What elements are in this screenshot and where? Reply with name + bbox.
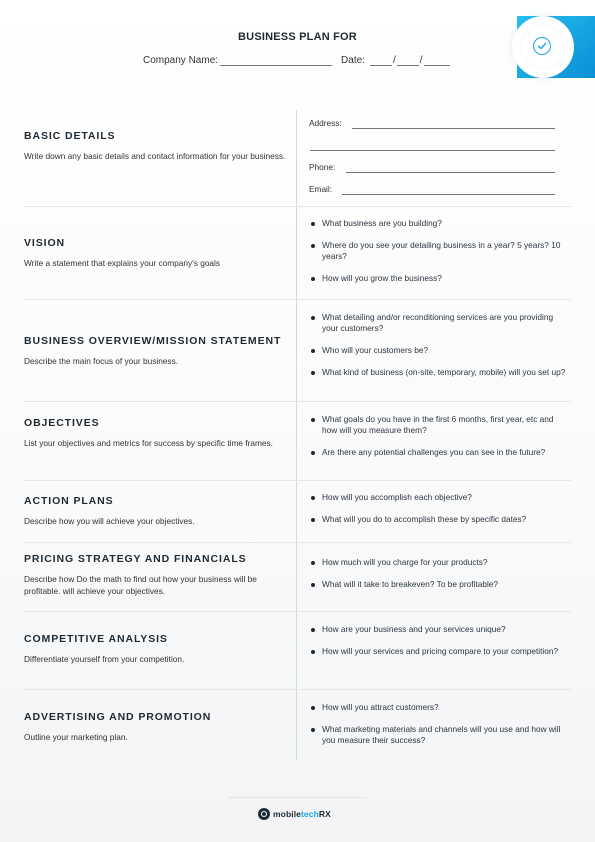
list-item: What will you do to accomplish these by specific dates? [309, 514, 571, 525]
list-item: What kind of business (on-site, temporary, mobile) will you set up? [309, 367, 571, 378]
email-label: Email: [309, 184, 333, 194]
advertising-prompts [309, 702, 571, 746]
list-item: How will you accomplish each objective? [309, 492, 571, 503]
section-business-overview [24, 335, 286, 367]
section-heading: PRICING STRATEGY AND FINANCIALS [24, 553, 247, 565]
section-heading: BASIC DETAILS [24, 130, 116, 142]
business-overview-prompts [309, 312, 571, 378]
list-item: How will you grow the business? [309, 273, 571, 284]
section-description: Differentiate yourself from your competition. [24, 654, 185, 664]
column-divider [296, 110, 297, 760]
objectives-prompts [309, 414, 571, 458]
address-field-line-1[interactable] [352, 128, 555, 129]
row-separator [24, 206, 571, 207]
section-heading: ACTION PLANS [24, 495, 114, 507]
list-item: What marketing materials and channels will you use and how will you measure their success? [309, 724, 571, 746]
list-item: How are your business and your services unique? [309, 624, 571, 635]
section-heading: BUSINESS OVERVIEW/MISSION STATEMENT [24, 335, 282, 347]
check-circle-icon [533, 37, 551, 55]
company-name-label: Company Name: [143, 55, 219, 66]
date-day-field[interactable] [397, 54, 419, 66]
date-label: Date: [341, 55, 365, 66]
row-separator [24, 401, 571, 402]
section-basic-details [24, 130, 286, 162]
list-item: Who will your customers be? [309, 345, 571, 356]
row-separator [24, 542, 571, 543]
date-month-field[interactable] [370, 54, 392, 66]
section-advertising [24, 711, 286, 743]
list-item: What business are you building? [309, 218, 571, 229]
section-vision [24, 237, 286, 269]
email-field[interactable] [342, 194, 555, 195]
brand-logo [258, 808, 331, 820]
section-description: List your objectives and metrics for success by specific time frames. [24, 438, 273, 448]
vision-prompts [309, 218, 571, 284]
pricing-prompts [309, 557, 571, 590]
row-separator [24, 299, 571, 300]
section-description: Describe how Do the math to find out how your business will be profitable. will achieve your objectives. [24, 574, 257, 596]
address-field-line-2[interactable] [310, 150, 555, 151]
section-description: Describe how you will achieve your objectives. [24, 516, 195, 526]
check-badge [512, 16, 574, 78]
section-description: Write a statement that explains your company's goals [24, 258, 221, 268]
section-pricing [24, 553, 286, 597]
section-heading: ADVERTISING AND PROMOTION [24, 711, 212, 723]
section-description: Describe the main focus of your business. [24, 356, 179, 366]
section-competitive-analysis [24, 633, 286, 665]
section-action-plans [24, 495, 286, 527]
list-item: What will it take to breakeven? To be profitable? [309, 579, 571, 590]
action-plans-prompts [309, 492, 571, 525]
section-heading: OBJECTIVES [24, 417, 100, 429]
section-heading: VISION [24, 237, 65, 249]
company-name-field[interactable] [220, 54, 332, 66]
page-title: BUSINESS PLAN FOR [238, 31, 357, 43]
section-description: Write down any basic details and contact information for your business. [24, 151, 286, 161]
date-year-field[interactable] [424, 54, 450, 66]
list-item: What detailing and/or reconditioning services are you providing your customers? [309, 312, 571, 334]
list-item: How much will you charge for your products? [309, 557, 571, 568]
row-separator [24, 480, 571, 481]
brand-name: mobiletechRX [273, 809, 331, 819]
phone-label: Phone: [309, 162, 336, 172]
row-separator [24, 689, 571, 690]
list-item: What goals do you have in the first 6 months, first year, etc and how will you measure them? [309, 414, 571, 436]
list-item: Where do you see your detailing business in a year? 5 years? 10 years? [309, 240, 571, 262]
date-separator: / [392, 55, 396, 66]
section-heading: COMPETITIVE ANALYSIS [24, 633, 168, 645]
competitive-analysis-prompts [309, 624, 571, 657]
phone-field[interactable] [346, 172, 555, 173]
list-item: How will your services and pricing compare to your competition? [309, 646, 571, 657]
address-label: Address: [309, 118, 342, 128]
list-item: How will you attract customers? [309, 702, 571, 713]
section-description: Outline your marketing plan. [24, 732, 128, 742]
footer-divider [228, 797, 366, 798]
gauge-icon [258, 808, 270, 820]
date-separator: / [419, 55, 423, 66]
section-objectives [24, 417, 286, 449]
header-meta [143, 54, 450, 66]
list-item: Are there any potential challenges you can see in the future? [309, 447, 571, 458]
row-separator [24, 611, 571, 612]
